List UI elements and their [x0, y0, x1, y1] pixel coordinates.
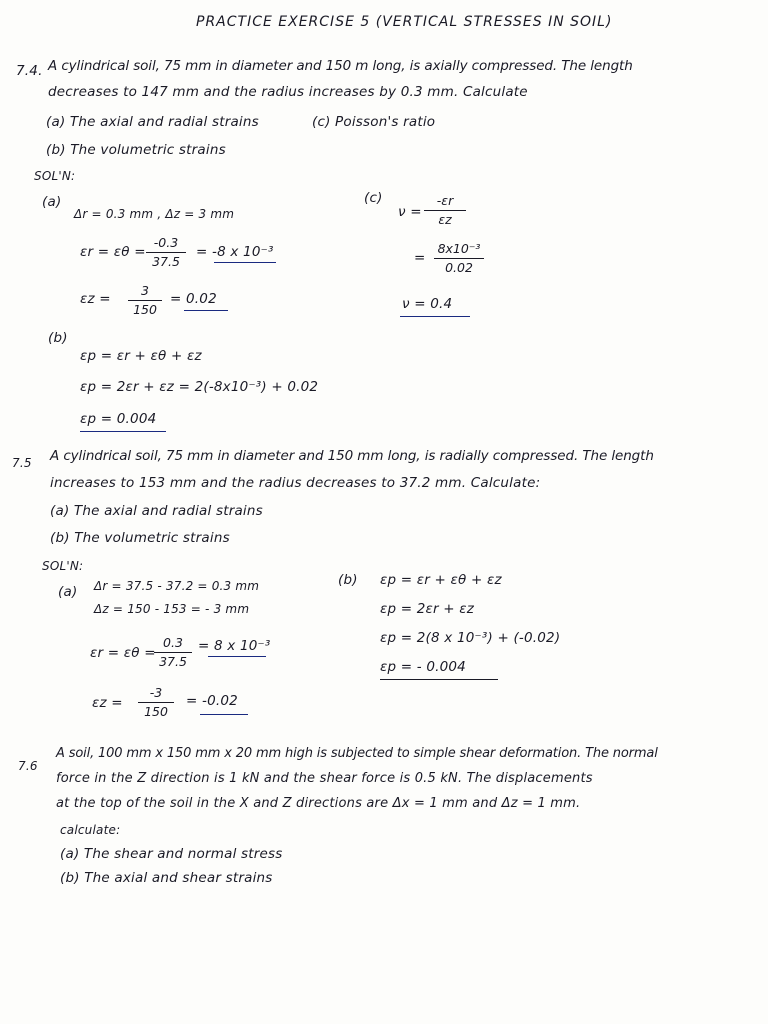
fraction-denominator: 150 [144, 704, 168, 719]
fraction-numerator: 3 [128, 284, 162, 301]
answer-underline [208, 656, 266, 657]
problem-7-4-question-b: (b) The volumetric strains [46, 142, 226, 158]
problem-7-4-poisson-fraction-numeric [434, 242, 484, 275]
problem-7-4-question-a: (a) The axial and radial strains [46, 114, 259, 130]
answer-underline [380, 679, 498, 680]
problem-7-4-radial-strain-fraction [146, 236, 186, 269]
problem-7-4-given: Δr = 0.3 mm , Δz = 3 mm [74, 207, 235, 221]
problem-7-4-radial-strain-lhs: εr = εθ = [80, 244, 146, 260]
problem-7-4-part-a-label: (a) [42, 194, 62, 210]
problem-7-5-volumetric-simplified: εp = 2εr + εz [380, 601, 475, 617]
problem-7-5-part-a-label: (a) [58, 584, 78, 600]
fraction-numerator: -εr [424, 194, 466, 211]
problem-7-4-poisson-equals: = [414, 250, 426, 266]
answer-underline [200, 714, 248, 715]
problem-number-7-4: 7.4. [16, 63, 43, 79]
problem-7-5-volumetric-formula: εp = εr + εθ + εz [380, 572, 502, 588]
fraction-denominator: 37.5 [152, 254, 180, 269]
problem-7-5-length-change: Δz = 150 - 153 = - 3 mm [94, 602, 250, 616]
problem-7-4-part-c-label: (c) [364, 190, 383, 206]
problem-7-5-radial-strain-lhs: εr = εθ = [90, 645, 156, 661]
answer-underline [214, 262, 276, 263]
page-title: PRACTICE EXERCISE 5 (VERTICAL STRESSES IN SOIL) [196, 14, 613, 30]
problem-7-5-question-b: (b) The volumetric strains [50, 530, 230, 546]
problem-7-5-axial-strain-lhs: εz = [92, 695, 123, 711]
problem-7-4-part-b-label: (b) [48, 330, 68, 346]
problem-7-6-statement-line3: at the top of the soil in the X and Z directions are Δx = 1 mm and Δz = 1 mm. [56, 796, 581, 811]
problem-7-5-statement-line1: A cylindrical soil, 75 mm in diameter and 150 mm long, is radially compressed. The length [50, 448, 654, 464]
problem-7-6-question-b: (b) The axial and shear strains [60, 870, 273, 886]
answer-underline [184, 310, 228, 311]
fraction-denominator: 150 [133, 302, 157, 317]
fraction-numerator: 0.3 [154, 636, 192, 653]
problem-7-4-statement-line2: decreases to 147 mm and the radius increases by 0.3 mm. Calculate [48, 84, 528, 100]
problem-7-6-statement-line2: force in the Z direction is 1 kN and the shear force is 0.5 kN. The displacements [56, 771, 593, 786]
problem-7-5-radial-strain-result: = 8 x 10⁻³ [198, 638, 271, 654]
fraction-denominator: 0.02 [445, 260, 473, 275]
fraction-numerator: -3 [138, 686, 174, 703]
problem-7-4-poisson-fraction-symbolic [424, 194, 466, 227]
fraction-numerator: 8x10⁻³ [434, 242, 484, 259]
problem-7-5-axial-strain-result: = -0.02 [186, 693, 238, 709]
problem-7-4-radial-strain-result: = -8 x 10⁻³ [196, 244, 274, 260]
problem-7-6-statement-line1: A soil, 100 mm x 150 mm x 20 mm high is subjected to simple shear deformation. The normal [56, 746, 658, 761]
problem-7-4-volumetric-formula: εp = εr + εθ + εz [80, 348, 202, 364]
fraction-denominator: 37.5 [159, 654, 187, 669]
problem-7-5-volumetric-substitution: εp = 2(8 x 10⁻³) + (-0.02) [380, 630, 561, 646]
answer-underline [400, 316, 470, 317]
fraction-numerator: -0.3 [146, 236, 186, 253]
problem-7-6-question-a: (a) The shear and normal stress [60, 846, 283, 862]
problem-7-5-axial-strain-fraction [138, 686, 174, 719]
problem-7-4-axial-strain-fraction [128, 284, 162, 317]
fraction-denominator: εz [438, 212, 452, 227]
problem-7-5-solution-label: SOL'N: [42, 559, 84, 573]
problem-7-4-poisson-result: ν = 0.4 [402, 296, 453, 312]
problem-7-4-volumetric-substitution: εp = 2εr + εz = 2(-8x10⁻³) + 0.02 [80, 379, 319, 395]
problem-number-7-5: 7.5 [12, 456, 32, 470]
problem-7-5-part-b-label: (b) [338, 572, 358, 588]
problem-7-5-statement-line2: increases to 153 mm and the radius decreases to 37.2 mm. Calculate: [50, 475, 541, 491]
problem-7-6-statement-line4: calculate: [60, 823, 121, 837]
problem-7-4-axial-strain-lhs: εz = [80, 291, 111, 307]
problem-number-7-6: 7.6 [18, 759, 38, 773]
problem-7-5-question-a: (a) The axial and radial strains [50, 503, 263, 519]
problem-7-5-radius-change: Δr = 37.5 - 37.2 = 0.3 mm [94, 579, 260, 593]
answer-underline [80, 431, 166, 432]
problem-7-4-poisson-lhs: ν = [398, 204, 422, 220]
problem-7-4-question-c: (c) Poisson's ratio [312, 114, 436, 130]
problem-7-4-statement-line1: A cylindrical soil, 75 mm in diameter and 150 m long, is axially compressed. The length [48, 58, 633, 74]
problem-7-4-solution-label: SOL'N: [34, 169, 76, 183]
problem-7-5-radial-strain-fraction [154, 636, 192, 669]
problem-7-5-volumetric-result: εp = - 0.004 [380, 659, 466, 675]
problem-7-4-axial-strain-result: = 0.02 [170, 291, 217, 307]
problem-7-4-volumetric-result: εp = 0.004 [80, 411, 157, 427]
